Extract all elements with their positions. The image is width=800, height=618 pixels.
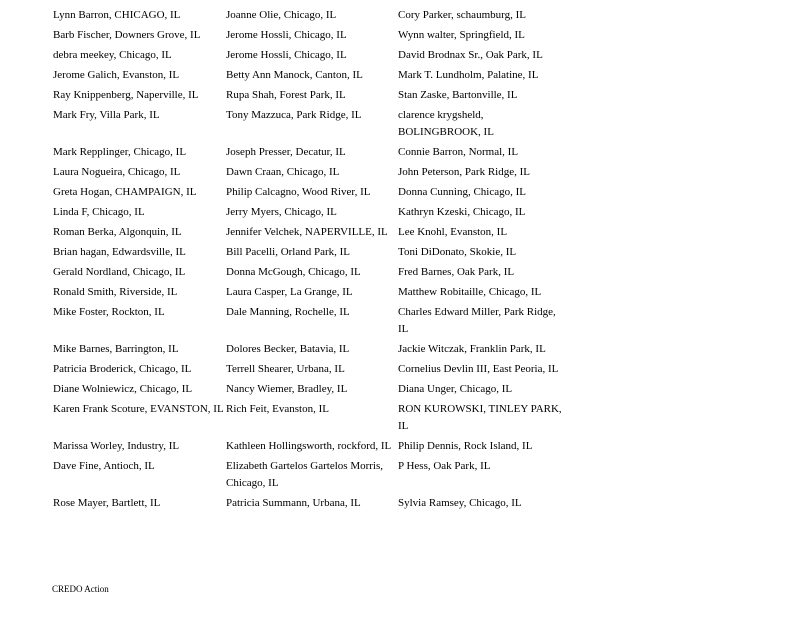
signer-entry: Cornelius Devlin III, East Peoria, IL (398, 363, 559, 375)
footer-label: CREDO Action (52, 584, 109, 594)
signer-entry: Bill Pacelli, Orland Park, IL (226, 246, 351, 258)
signer-entry: Philip Calcagno, Wood River, IL (226, 186, 371, 198)
signature-row (53, 184, 568, 204)
signature-table (53, 7, 568, 515)
signature-row (53, 107, 568, 144)
signer-entry: Barb Fischer, Downers Grove, IL (53, 29, 201, 41)
signer-entry: Jerome Hossli, Chicago, IL (226, 29, 347, 41)
signer-entry: Toni DiDonato, Skokie, IL (398, 246, 517, 258)
signature-row (53, 304, 568, 341)
signature-row (53, 67, 568, 87)
signer-entry: Diane Wolniewicz, Chicago, IL (53, 383, 193, 395)
signer-entry: Patricia Summann, Urbana, IL (226, 497, 361, 509)
signer-entry: Wynn walter, Springfield, IL (398, 29, 525, 41)
signer-entry: Dawn Craan, Chicago, IL (226, 166, 340, 178)
signer-entry: Elizabeth Gartelos Gartelos Morris, Chicago, IL (226, 460, 384, 489)
signer-entry: Mark T. Lundholm, Palatine, IL (398, 69, 539, 81)
signer-entry: Dave Fine, Antioch, IL (53, 460, 155, 472)
signer-entry: Diana Unger, Chicago, IL (398, 383, 513, 395)
signer-entry: Jerry Myers, Chicago, IL (226, 206, 337, 218)
signer-entry: Rich Feit, Evanston, IL (226, 403, 329, 415)
signer-entry: Betty Ann Manock, Canton, IL (226, 69, 363, 81)
signer-entry: David Brodnax Sr., Oak Park, IL (398, 49, 543, 61)
signature-table-body (53, 7, 568, 515)
signer-entry: Karen Frank Scoture, EVANSTON, IL (53, 403, 224, 415)
signature-row (53, 284, 568, 304)
signer-entry: Linda F, Chicago, IL (53, 206, 145, 218)
signer-entry: Tony Mazzuca, Park Ridge, IL (226, 109, 362, 121)
signature-row (53, 341, 568, 361)
signer-entry: Lee Knohl, Evanston, IL (398, 226, 508, 238)
signer-entry: Kathleen Hollingsworth, rockford, IL (226, 440, 392, 452)
signer-entry: Laura Casper, La Grange, IL (226, 286, 353, 298)
signature-row (53, 47, 568, 67)
signer-entry: Mike Foster, Rockton, IL (53, 306, 165, 318)
signature-row (53, 144, 568, 164)
signature-row (53, 264, 568, 284)
signature-row (53, 164, 568, 184)
signer-entry: Laura Nogueira, Chicago, IL (53, 166, 181, 178)
signature-row (53, 244, 568, 264)
signer-entry: Mark Repplinger, Chicago, IL (53, 146, 187, 158)
signer-entry: Jerome Hossli, Chicago, IL (226, 49, 347, 61)
signer-entry: RON KUROWSKI, TINLEY PARK, IL (398, 403, 562, 432)
signer-entry: Donna Cunning, Chicago, IL (398, 186, 527, 198)
signer-entry: Gerald Nordland, Chicago, IL (53, 266, 186, 278)
signer-entry: Nancy Wiemer, Bradley, IL (226, 383, 348, 395)
signer-entry: Marissa Worley, Industry, IL (53, 440, 180, 452)
signer-entry: Terrell Shearer, Urbana, IL (226, 363, 345, 375)
signer-entry: Greta Hogan, CHAMPAIGN, IL (53, 186, 197, 198)
signer-entry: P Hess, Oak Park, IL (398, 460, 491, 472)
signature-row (53, 438, 568, 458)
signer-entry: Ray Knippenberg, Naperville, IL (53, 89, 199, 101)
signer-entry: Dale Manning, Rochelle, IL (226, 306, 350, 318)
signature-row (53, 224, 568, 244)
signature-row (53, 27, 568, 47)
signer-entry: Jerome Galich, Evanston, IL (53, 69, 180, 81)
signer-entry: John Peterson, Park Ridge, IL (398, 166, 530, 178)
signer-entry: Sylvia Ramsey, Chicago, IL (398, 497, 522, 509)
signer-entry: Donna McGough, Chicago, IL (226, 266, 361, 278)
signer-entry: Mark Fry, Villa Park, IL (53, 109, 160, 121)
signature-row (53, 401, 568, 438)
signature-row (53, 204, 568, 224)
signer-entry: clarence krygsheld, BOLINGBROOK, IL (398, 109, 494, 138)
signature-row (53, 458, 568, 495)
signer-entry: Joseph Presser, Decatur, IL (226, 146, 346, 158)
signer-entry: Matthew Robitaille, Chicago, IL (398, 286, 542, 298)
signer-entry: Cory Parker, schaumburg, IL (398, 9, 526, 21)
signer-entry: Stan Zaske, Bartonville, IL (398, 89, 518, 101)
signer-entry: Rose Mayer, Bartlett, IL (53, 497, 161, 509)
signature-row (53, 381, 568, 401)
signer-entry: Charles Edward Miller, Park Ridge, IL (398, 306, 556, 335)
signer-entry: Jackie Witczak, Franklin Park, IL (398, 343, 546, 355)
signature-row (53, 495, 568, 515)
signer-entry: debra meekey, Chicago, IL (53, 49, 172, 61)
signer-entry: Dolores Becker, Batavia, IL (226, 343, 350, 355)
signer-entry: Joanne Olie, Chicago, IL (226, 9, 337, 21)
signer-entry: Brian hagan, Edwardsville, IL (53, 246, 186, 258)
signer-entry: Lynn Barron, CHICAGO, IL (53, 9, 181, 21)
signer-entry: Philip Dennis, Rock Island, IL (398, 440, 533, 452)
signer-entry: Patricia Broderick, Chicago, IL (53, 363, 192, 375)
signature-row (53, 361, 568, 381)
signature-row (53, 87, 568, 107)
signer-entry: Kathryn Kzeski, Chicago, IL (398, 206, 526, 218)
signer-entry: Roman Berka, Algonquin, IL (53, 226, 182, 238)
signer-entry: Connie Barron, Normal, IL (398, 146, 519, 158)
signer-entry: Mike Barnes, Barrington, IL (53, 343, 179, 355)
signer-entry: Jennifer Velchek, NAPERVILLE, IL (226, 226, 388, 238)
signer-entry: Fred Barnes, Oak Park, IL (398, 266, 515, 278)
signer-entry: Rupa Shah, Forest Park, IL (226, 89, 346, 101)
signer-entry: Ronald Smith, Riverside, IL (53, 286, 178, 298)
signature-row (53, 7, 568, 27)
